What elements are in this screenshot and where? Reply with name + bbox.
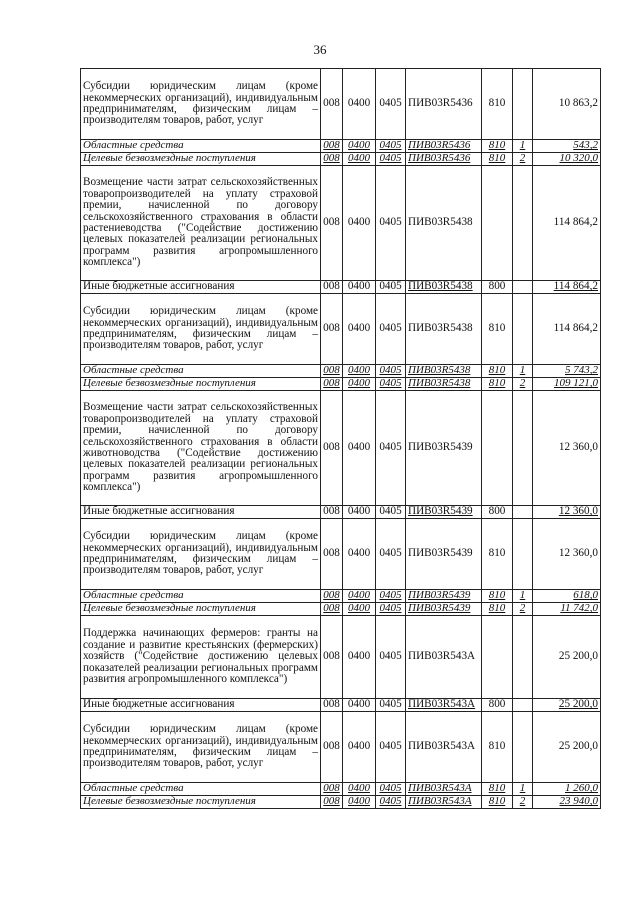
table-row xyxy=(81,712,601,783)
item-amount: 11 742,0 xyxy=(533,603,601,616)
item-rz-code: 0400 xyxy=(343,378,376,391)
item-name: Возмещение части затрат сельскохозяйственных товаропроизводителей на уплату страховой премии, начисленной по договору сельскохозяйственного страхования в области животноводства ("Содействие достижению целевых показателей реализации региональных программ развития агропромышленного комплекса") xyxy=(81,391,321,506)
item-rz-code: 0400 xyxy=(343,391,376,506)
item-amount: 12 360,0 xyxy=(533,519,601,590)
item-source-code: 2 xyxy=(513,796,533,809)
item-name: Иные бюджетные ассигнования xyxy=(81,281,321,294)
item-csr-code: ПИВ03R543А xyxy=(406,712,482,783)
item-name: Иные бюджетные ассигнования xyxy=(81,699,321,712)
item-gr-code: 008 xyxy=(321,712,343,783)
item-csr-code: ПИВ03R5439 xyxy=(406,391,482,506)
item-pr-code: 0405 xyxy=(376,294,406,365)
item-rz-code: 0400 xyxy=(343,590,376,603)
item-gr-code: 008 xyxy=(321,365,343,378)
item-name: Субсидии юридическим лицам (кроме некоммерческих организаций), индивидуальным предпринимателям, физическим лицам – производителям товаров, работ, услуг xyxy=(81,294,321,365)
item-gr-code: 008 xyxy=(321,153,343,166)
item-vr-code: 810 xyxy=(482,378,513,391)
item-amount: 5 743,2 xyxy=(533,365,601,378)
item-source-code: 1 xyxy=(513,590,533,603)
table-row xyxy=(81,519,601,590)
item-rz-code: 0400 xyxy=(343,506,376,519)
table-row xyxy=(81,590,601,603)
item-gr-code: 008 xyxy=(321,506,343,519)
item-pr-code: 0405 xyxy=(376,391,406,506)
item-source-code xyxy=(513,69,533,140)
item-csr-code: ПИВ03R5439 xyxy=(406,590,482,603)
item-vr-code: 810 xyxy=(482,69,513,140)
item-rz-code: 0400 xyxy=(343,166,376,281)
item-source-code xyxy=(513,712,533,783)
item-name: Областные средства xyxy=(81,365,321,378)
item-pr-code: 0405 xyxy=(376,783,406,796)
item-name: Целевые безвозмездные поступления xyxy=(81,153,321,166)
item-rz-code: 0400 xyxy=(343,153,376,166)
item-name: Субсидии юридическим лицам (кроме некоммерческих организаций), индивидуальным предпринимателям, физическим лицам – производителям товаров, работ, услуг xyxy=(81,712,321,783)
table-row xyxy=(81,506,601,519)
item-csr-code: ПИВ03R5436 xyxy=(406,153,482,166)
item-amount: 23 940,0 xyxy=(533,796,601,809)
item-name: Областные средства xyxy=(81,140,321,153)
table-row xyxy=(81,603,601,616)
item-amount: 25 200,0 xyxy=(533,616,601,699)
item-source-code xyxy=(513,699,533,712)
item-vr-code: 810 xyxy=(482,796,513,809)
item-csr-code: ПИВ03R543А xyxy=(406,699,482,712)
item-gr-code: 008 xyxy=(321,281,343,294)
item-pr-code: 0405 xyxy=(376,378,406,391)
item-rz-code: 0400 xyxy=(343,699,376,712)
item-gr-code: 008 xyxy=(321,783,343,796)
item-name: Целевые безвозмездные поступления xyxy=(81,378,321,391)
item-pr-code: 0405 xyxy=(376,519,406,590)
item-rz-code: 0400 xyxy=(343,140,376,153)
item-pr-code: 0405 xyxy=(376,616,406,699)
item-source-code xyxy=(513,506,533,519)
item-rz-code: 0400 xyxy=(343,365,376,378)
item-source-code: 1 xyxy=(513,140,533,153)
table-row xyxy=(81,140,601,153)
item-gr-code: 008 xyxy=(321,616,343,699)
item-amount: 114 864,2 xyxy=(533,281,601,294)
item-csr-code: ПИВ03R5439 xyxy=(406,603,482,616)
item-rz-code: 0400 xyxy=(343,603,376,616)
item-csr-code: ПИВ03R5436 xyxy=(406,140,482,153)
item-amount: 109 121,0 xyxy=(533,378,601,391)
item-pr-code: 0405 xyxy=(376,699,406,712)
item-vr-code xyxy=(482,391,513,506)
item-source-code xyxy=(513,391,533,506)
item-rz-code: 0400 xyxy=(343,281,376,294)
item-amount: 25 200,0 xyxy=(533,699,601,712)
item-amount: 12 360,0 xyxy=(533,506,601,519)
item-vr-code: 810 xyxy=(482,519,513,590)
item-source-code: 2 xyxy=(513,153,533,166)
item-rz-code: 0400 xyxy=(343,783,376,796)
item-pr-code: 0405 xyxy=(376,166,406,281)
item-pr-code: 0405 xyxy=(376,796,406,809)
item-vr-code xyxy=(482,166,513,281)
item-csr-code: ПИВ03R5438 xyxy=(406,166,482,281)
item-amount: 618,0 xyxy=(533,590,601,603)
table-row xyxy=(81,153,601,166)
item-name: Целевые безвозмездные поступления xyxy=(81,796,321,809)
item-pr-code: 0405 xyxy=(376,69,406,140)
item-name: Областные средства xyxy=(81,783,321,796)
item-vr-code: 800 xyxy=(482,506,513,519)
item-csr-code: ПИВ03R5436 xyxy=(406,69,482,140)
table-row xyxy=(81,69,601,140)
table-row xyxy=(81,616,601,699)
item-csr-code: ПИВ03R5438 xyxy=(406,378,482,391)
item-pr-code: 0405 xyxy=(376,281,406,294)
item-csr-code: ПИВ03R543А xyxy=(406,783,482,796)
item-gr-code: 008 xyxy=(321,590,343,603)
page-number: 36 xyxy=(313,42,327,57)
item-pr-code: 0405 xyxy=(376,506,406,519)
item-amount: 114 864,2 xyxy=(533,294,601,365)
item-source-code: 2 xyxy=(513,603,533,616)
table-row xyxy=(81,281,601,294)
item-rz-code: 0400 xyxy=(343,69,376,140)
item-amount: 1 260,0 xyxy=(533,783,601,796)
item-rz-code: 0400 xyxy=(343,519,376,590)
table-row xyxy=(81,294,601,365)
item-gr-code: 008 xyxy=(321,391,343,506)
item-csr-code: ПИВ03R5438 xyxy=(406,294,482,365)
item-amount: 543,2 xyxy=(533,140,601,153)
table-row xyxy=(81,699,601,712)
item-gr-code: 008 xyxy=(321,166,343,281)
item-gr-code: 008 xyxy=(321,519,343,590)
table-row xyxy=(81,365,601,378)
item-amount: 12 360,0 xyxy=(533,391,601,506)
item-gr-code: 008 xyxy=(321,603,343,616)
item-vr-code: 810 xyxy=(482,783,513,796)
item-source-code xyxy=(513,294,533,365)
item-rz-code: 0400 xyxy=(343,616,376,699)
item-gr-code: 008 xyxy=(321,699,343,712)
item-gr-code: 008 xyxy=(321,69,343,140)
item-vr-code xyxy=(482,616,513,699)
item-csr-code: ПИВ03R5439 xyxy=(406,506,482,519)
table-row xyxy=(81,378,601,391)
item-name: Целевые безвозмездные поступления xyxy=(81,603,321,616)
item-rz-code: 0400 xyxy=(343,712,376,783)
item-name: Иные бюджетные ассигнования xyxy=(81,506,321,519)
item-rz-code: 0400 xyxy=(343,796,376,809)
item-pr-code: 0405 xyxy=(376,603,406,616)
item-name: Возмещение части затрат сельскохозяйственных товаропроизводителей на уплату страховой премии, начисленной по договору сельскохозяйственного страхования в области растениеводства ("Содействие достижению целевых показателей реализации региональных программ развития агропромышленного комплекса") xyxy=(81,166,321,281)
item-source-code: 1 xyxy=(513,783,533,796)
item-pr-code: 0405 xyxy=(376,153,406,166)
item-vr-code: 810 xyxy=(482,712,513,783)
item-csr-code: ПИВ03R5439 xyxy=(406,519,482,590)
item-vr-code: 810 xyxy=(482,140,513,153)
item-gr-code: 008 xyxy=(321,294,343,365)
item-name: Субсидии юридическим лицам (кроме некоммерческих организаций), индивидуальным предпринимателям, физическим лицам – производителям товаров, работ, услуг xyxy=(81,519,321,590)
item-vr-code: 810 xyxy=(482,153,513,166)
item-csr-code: ПИВ03R543А xyxy=(406,616,482,699)
item-csr-code: ПИВ03R543А xyxy=(406,796,482,809)
item-name: Областные средства xyxy=(81,590,321,603)
item-pr-code: 0405 xyxy=(376,712,406,783)
item-source-code xyxy=(513,166,533,281)
item-vr-code: 810 xyxy=(482,603,513,616)
item-gr-code: 008 xyxy=(321,140,343,153)
item-vr-code: 800 xyxy=(482,281,513,294)
item-amount: 114 864,2 xyxy=(533,166,601,281)
item-source-code xyxy=(513,616,533,699)
item-source-code: 1 xyxy=(513,365,533,378)
item-pr-code: 0405 xyxy=(376,590,406,603)
budget-table xyxy=(80,68,601,809)
table-row xyxy=(81,783,601,796)
item-source-code xyxy=(513,281,533,294)
item-vr-code: 800 xyxy=(482,699,513,712)
item-vr-code: 810 xyxy=(482,365,513,378)
item-vr-code: 810 xyxy=(482,294,513,365)
item-pr-code: 0405 xyxy=(376,140,406,153)
item-csr-code: ПИВ03R5438 xyxy=(406,281,482,294)
item-name: Поддержка начинающих фермеров: гранты на создание и развитие крестьянских (фермерских) хозяйств ("Содействие достижению целевых показателей реализации региональных программ развития агропромышленного комплекса") xyxy=(81,616,321,699)
item-gr-code: 008 xyxy=(321,796,343,809)
item-source-code: 2 xyxy=(513,378,533,391)
item-rz-code: 0400 xyxy=(343,294,376,365)
table-row xyxy=(81,796,601,809)
item-amount: 25 200,0 xyxy=(533,712,601,783)
item-amount: 10 863,2 xyxy=(533,69,601,140)
item-name: Субсидии юридическим лицам (кроме некоммерческих организаций), индивидуальным предпринимателям, физическим лицам – производителям товаров, работ, услуг xyxy=(81,69,321,140)
item-csr-code: ПИВ03R5438 xyxy=(406,365,482,378)
item-pr-code: 0405 xyxy=(376,365,406,378)
table-row xyxy=(81,166,601,281)
table-row xyxy=(81,391,601,506)
item-source-code xyxy=(513,519,533,590)
item-amount: 10 320,0 xyxy=(533,153,601,166)
item-gr-code: 008 xyxy=(321,378,343,391)
item-vr-code: 810 xyxy=(482,590,513,603)
